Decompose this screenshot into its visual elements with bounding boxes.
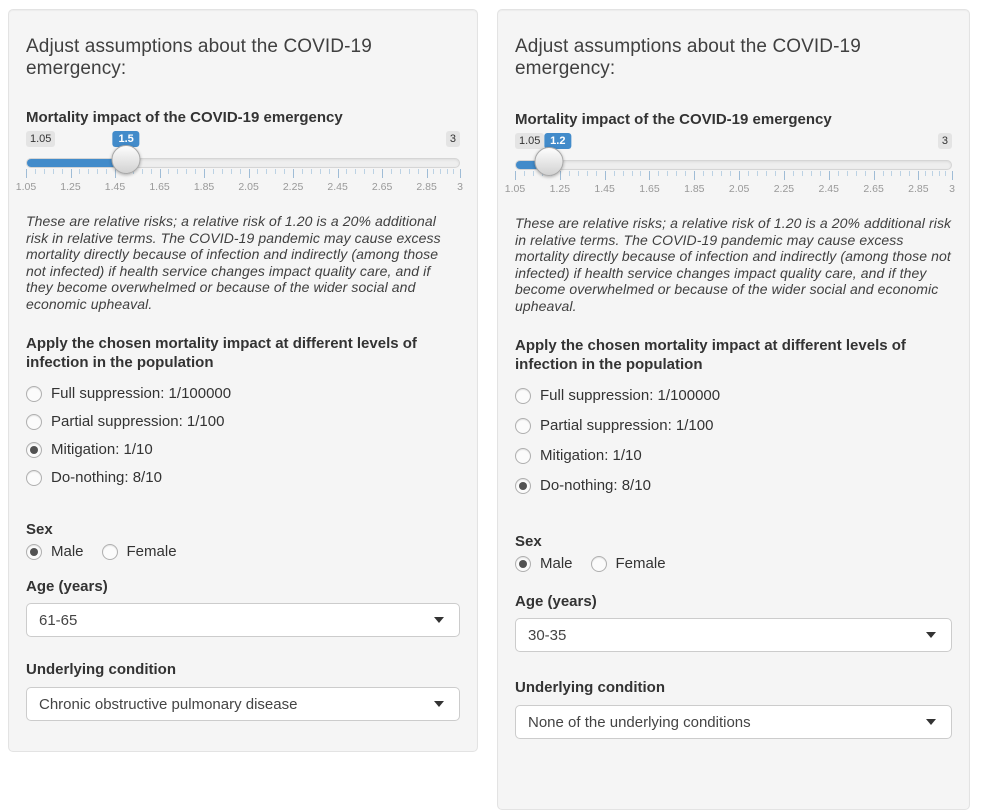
- relative-risk-note: These are relative risks; a relative risk of 1.20 is a 20% additional risk in relative terms. The COVID-19 pandemic may cause excess mortality directly because of infection and indirectly (among those not infected) if health service changes impact quality care, and if they become overwhelmed or because of the wider social and economic upheaval.: [26, 213, 441, 312]
- mortality-slider-group: [15, 108, 463, 195]
- condition-select-value: Chronic obstructive pulmonary disease: [39, 695, 298, 713]
- assumptions-panel-right: [497, 9, 970, 810]
- infection-level-group: [515, 336, 952, 494]
- infection-level-label: Apply the chosen mortality impact at different levels of infection in the population: [26, 335, 417, 371]
- assumptions-panel-left: [8, 9, 478, 752]
- slider-min-badge: 1.05: [515, 133, 544, 149]
- radio-label: Mitigation: 1/10: [540, 447, 642, 464]
- condition-select[interactable]: [26, 687, 460, 721]
- slider-max-badge: 3: [938, 133, 952, 149]
- radio-mitigation[interactable]: [515, 447, 952, 464]
- panel-heading: Adjust assumptions about the COVID-19 emergency:: [515, 36, 861, 79]
- panel-heading: Adjust assumptions about the COVID-19 emergency:: [26, 36, 372, 79]
- sex-label: Sex: [26, 521, 53, 538]
- slider-handle[interactable]: [534, 147, 563, 176]
- mortality-slider-label: Mortality impact of the COVID-19 emergency: [26, 109, 343, 126]
- age-label: Age (years): [26, 578, 108, 595]
- slider-value-badge: 1.5: [112, 131, 139, 147]
- radio-male[interactable]: [515, 555, 573, 572]
- dropdown-caret-icon: [434, 701, 444, 707]
- mortality-slider[interactable]: [504, 133, 955, 197]
- radio-do-nothing[interactable]: [26, 469, 460, 486]
- slider-grid: 1.05 1.25 1.45 1.65 1.85 2.05 2.25 2.45 2.65 2.85 3: [515, 171, 952, 197]
- radio-icon: [26, 386, 42, 402]
- condition-group: [26, 660, 460, 721]
- radio-icon: [26, 470, 42, 486]
- radio-female[interactable]: [591, 555, 666, 572]
- slider-track[interactable]: [515, 160, 952, 170]
- age-group: [26, 577, 460, 637]
- condition-label: Underlying condition: [26, 661, 176, 678]
- radio-mitigation[interactable]: [26, 441, 460, 458]
- radio-icon: [515, 448, 531, 464]
- radio-partial-suppression[interactable]: [515, 417, 952, 434]
- radio-female[interactable]: [102, 543, 177, 560]
- mortality-slider-group: [504, 110, 955, 197]
- age-select-value: 30-35: [528, 626, 567, 644]
- radio-label: Female: [126, 543, 177, 560]
- slider-track[interactable]: [26, 158, 460, 168]
- dropdown-caret-icon: [926, 719, 936, 725]
- age-label: Age (years): [515, 593, 597, 610]
- condition-select[interactable]: [515, 705, 952, 739]
- radio-icon: [26, 414, 42, 430]
- radio-do-nothing[interactable]: [515, 477, 952, 494]
- relative-risk-note: These are relative risks; a relative risk of 1.20 is a 20% additional risk in relative terms. The COVID-19 pandemic may cause excess mortality directly because of infection and indirectly (among those not infected) if health service changes impact quality care, and if they become overwhelmed or because of the wider social and economic upheaval.: [515, 215, 952, 314]
- radio-icon: [591, 556, 607, 572]
- radio-full-suppression[interactable]: [26, 385, 460, 402]
- radio-label: Male: [51, 543, 84, 560]
- radio-label: Do-nothing: 8/10: [51, 469, 162, 486]
- slider-grid: 1.05 1.25 1.45 1.65 1.85 2.05 2.25 2.45 2.65 2.85 3: [26, 169, 460, 195]
- sex-group: [26, 520, 460, 560]
- radio-label: Partial suppression: 1/100: [540, 417, 714, 434]
- radio-label: Partial suppression: 1/100: [51, 413, 225, 430]
- radio-male[interactable]: [26, 543, 84, 560]
- infection-level-group: [26, 334, 460, 486]
- radio-label: Mitigation: 1/10: [51, 441, 153, 458]
- age-select[interactable]: [26, 603, 460, 637]
- radio-icon: [102, 544, 118, 560]
- radio-label: Full suppression: 1/100000: [540, 387, 721, 404]
- radio-icon: [515, 388, 531, 404]
- age-group: [515, 592, 952, 652]
- slider-min-badge: 1.05: [26, 131, 55, 147]
- sex-group: [515, 532, 952, 572]
- radio-icon: [515, 556, 531, 572]
- condition-group: [515, 678, 952, 739]
- radio-label: Male: [540, 555, 573, 572]
- slider-max-badge: 3: [446, 131, 460, 147]
- condition-select-value: None of the underlying conditions: [528, 713, 751, 731]
- radio-icon: [515, 418, 531, 434]
- slider-handle[interactable]: [112, 145, 141, 174]
- dropdown-caret-icon: [434, 617, 444, 623]
- radio-label: Do-nothing: 8/10: [540, 477, 651, 494]
- age-select[interactable]: [515, 618, 952, 652]
- dropdown-caret-icon: [926, 632, 936, 638]
- radio-icon: [26, 544, 42, 560]
- radio-label: Female: [615, 555, 666, 572]
- mortality-slider[interactable]: [15, 131, 463, 195]
- mortality-slider-label: Mortality impact of the COVID-19 emergency: [515, 111, 832, 128]
- infection-level-label: Apply the chosen mortality impact at different levels of infection in the population: [515, 337, 906, 373]
- radio-partial-suppression[interactable]: [26, 413, 460, 430]
- radio-icon: [515, 478, 531, 494]
- condition-label: Underlying condition: [515, 679, 665, 696]
- radio-label: Full suppression: 1/100000: [51, 385, 232, 402]
- age-select-value: 61-65: [39, 611, 78, 629]
- radio-icon: [26, 442, 42, 458]
- sex-label: Sex: [515, 533, 542, 550]
- radio-full-suppression[interactable]: [515, 387, 952, 404]
- slider-value-badge: 1.2: [544, 133, 571, 149]
